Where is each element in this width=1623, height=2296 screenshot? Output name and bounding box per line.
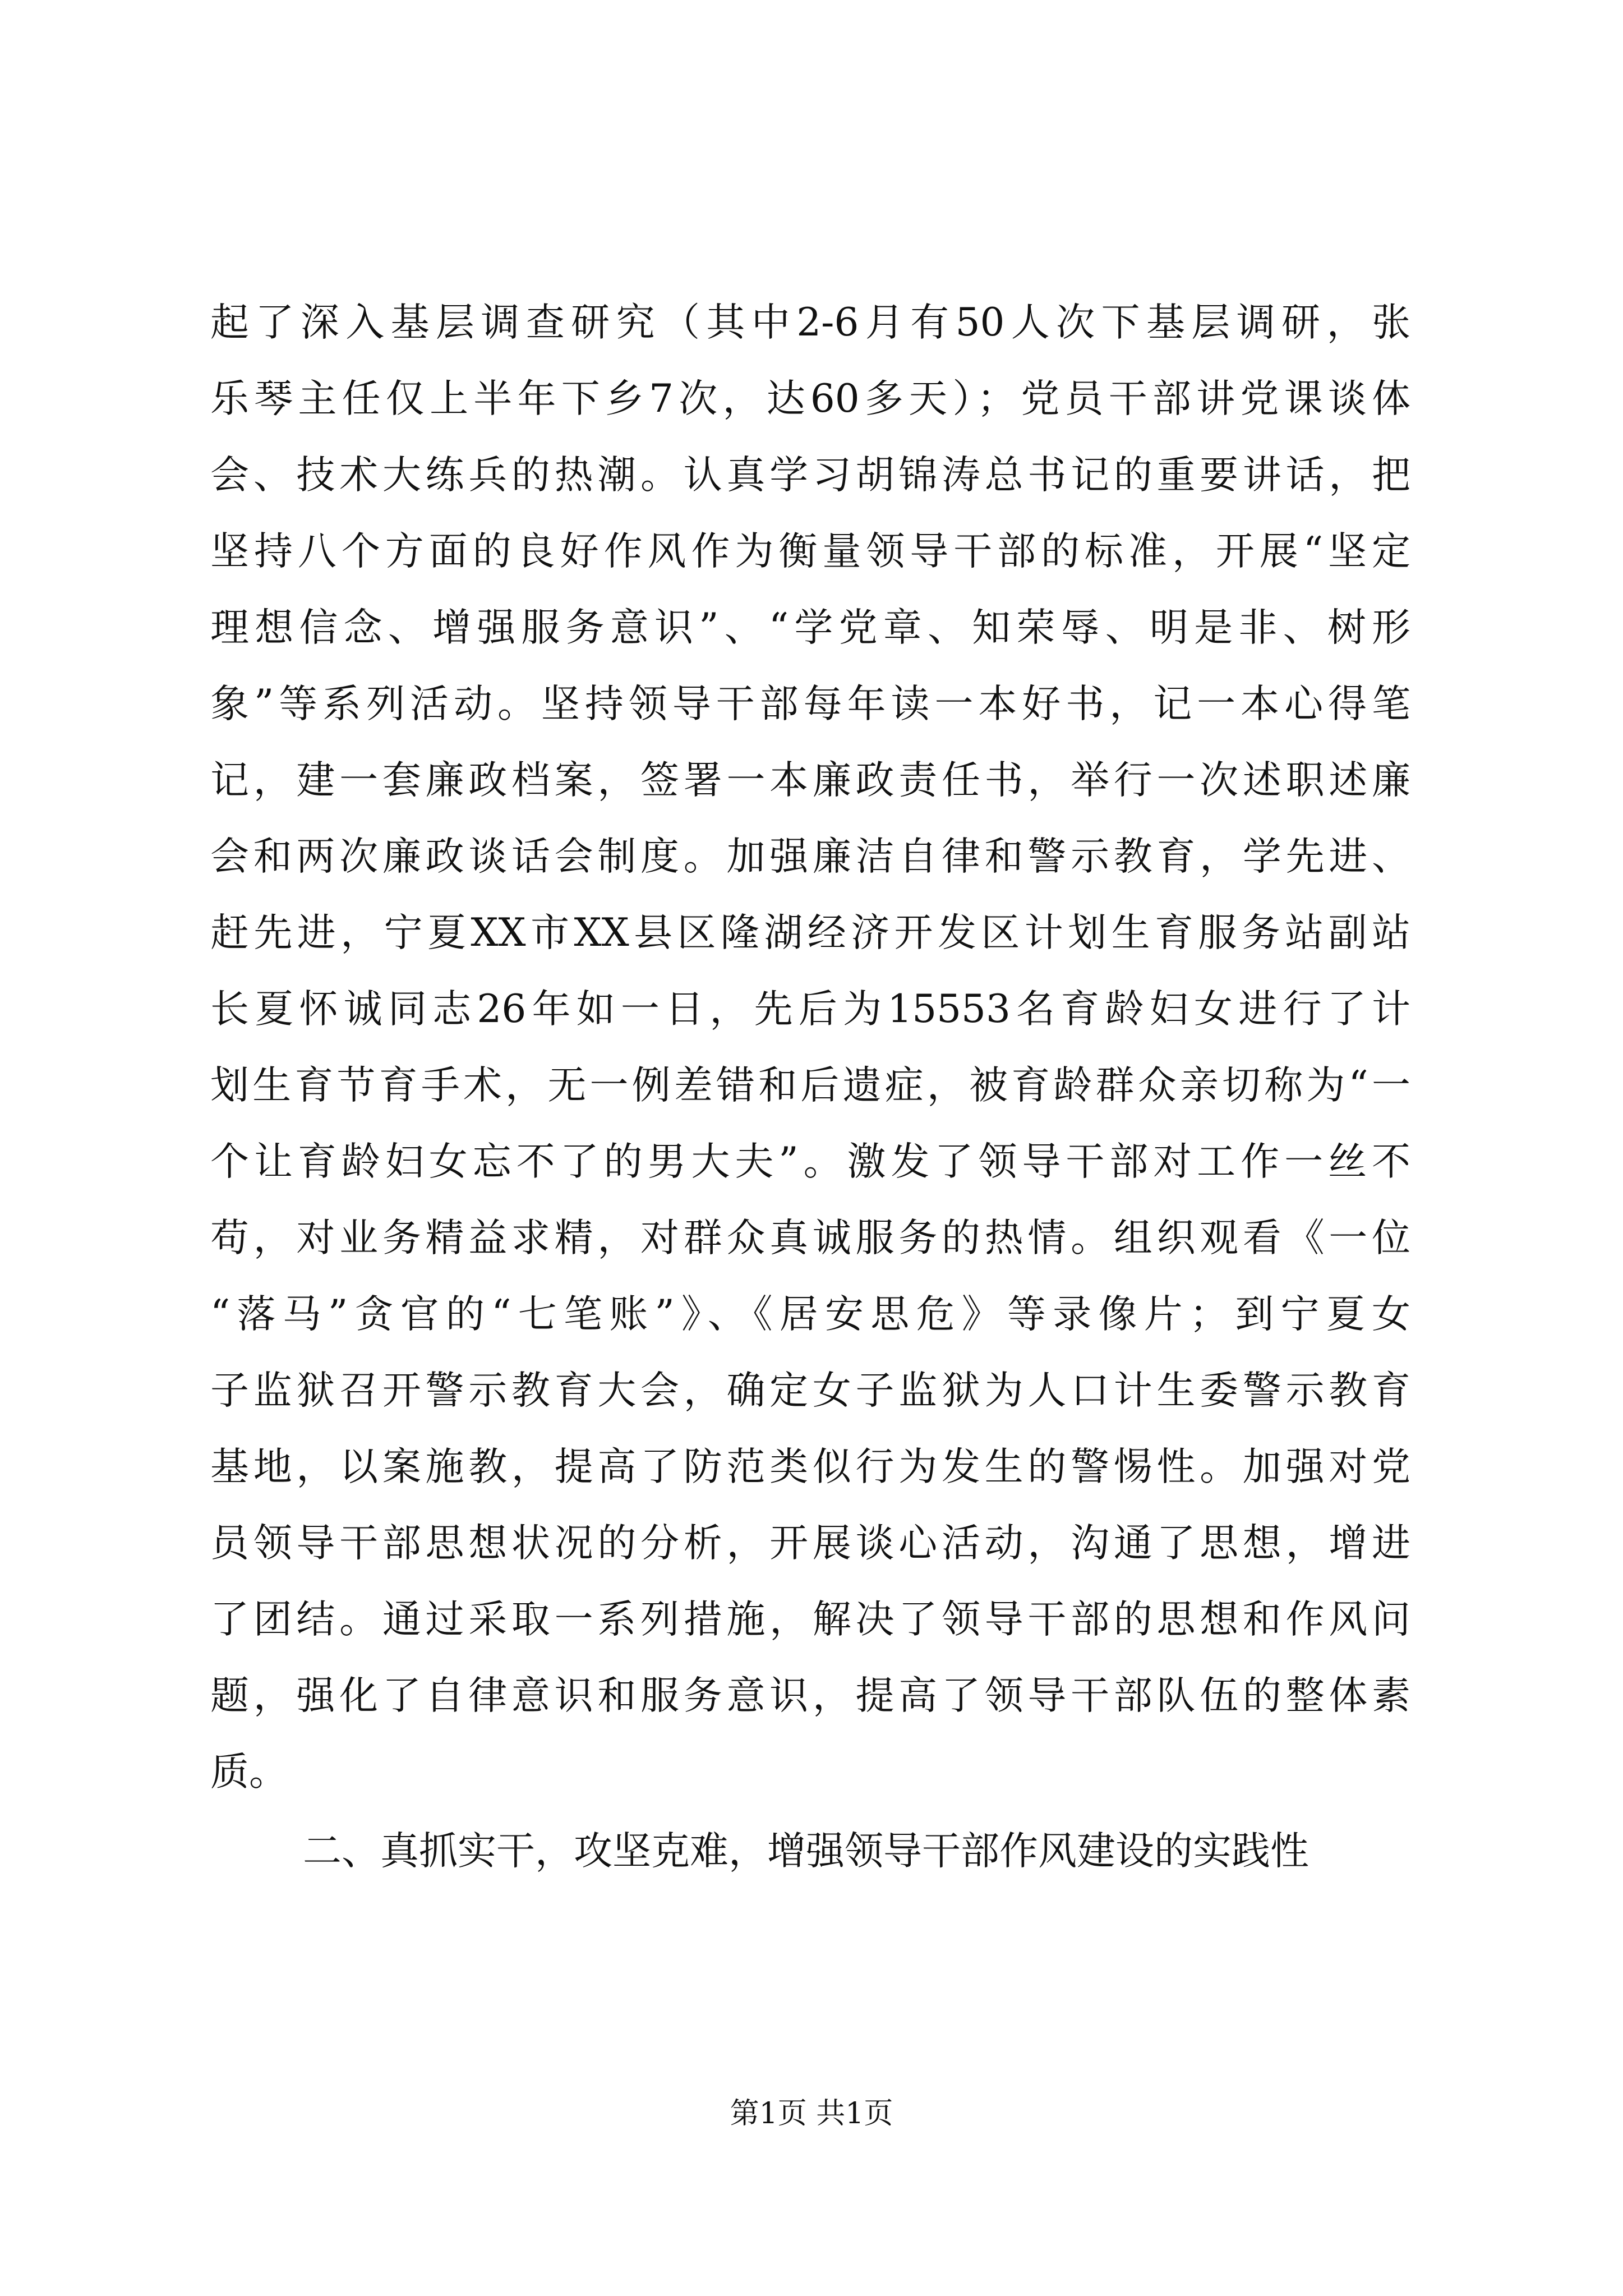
text-line: 长夏怀诚同志26年如一日，先后为15553名育龄妇女进行了计 xyxy=(210,987,1410,1032)
text-line: 象”等系列活动。坚持领导干部每年读一本好书，记一本心得笔 xyxy=(210,682,1410,726)
text-line: 苟，对业务精益求精，对群众真诚服务的热情。组织观看《一位 xyxy=(210,1216,1410,1260)
text-line: “落马”贪官的“七笔账”》、《居安思危》等录像片；到宁夏女 xyxy=(210,1292,1410,1337)
text-line-last: 质。 xyxy=(210,1750,288,1795)
text-line: 题，强化了自律意识和服务意识，提高了领导干部队伍的整体素 xyxy=(210,1673,1410,1718)
section-heading: 二、真抓实干，攻坚克难，增强领导干部作风建设的实践性 xyxy=(303,1829,1309,1874)
text-line: 子监狱召开警示教育大会，确定女子监狱为人口计生委警示教育 xyxy=(210,1368,1410,1413)
text-line: 乐琴主任仅上半年下乡7次，达60多天）；党员干部讲党课谈体 xyxy=(210,376,1410,421)
text-line: 员领导干部思想状况的分析，开展谈心活动，沟通了思想，增进 xyxy=(210,1521,1410,1566)
text-line: 赶先进，宁夏XX市XX县区隆湖经济开发区计划生育服务站副站 xyxy=(210,910,1410,955)
text-line: 划生育节育手术，无一例差错和后遗症，被育龄群众亲切称为“一 xyxy=(210,1063,1410,1108)
text-line: 起了深入基层调查研究（其中2-6月有50人次下基层调研，张 xyxy=(210,300,1410,345)
text-line: 了团结。通过采取一系列措施，解决了领导干部的思想和作风问 xyxy=(210,1597,1410,1642)
text-line: 会、技术大练兵的热潮。认真学习胡锦涛总书记的重要讲话，把 xyxy=(210,453,1410,498)
text-line: 理想信念、增强服务意识”、“学党章、知荣辱、明是非、树形 xyxy=(210,605,1410,650)
text-line: 记，建一套廉政档案，签署一本廉政责任书，举行一次述职述廉 xyxy=(210,758,1410,803)
text-line: 个让育龄妇女忘不了的男大夫”。激发了领导干部对工作一丝不 xyxy=(210,1139,1410,1184)
page-footer: 第1页 共1页 xyxy=(730,2097,893,2131)
text-line: 会和两次廉政谈话会制度。加强廉洁自律和警示教育，学先进、 xyxy=(210,834,1410,879)
text-line: 基地，以案施教，提高了防范类似行为发生的警惕性。加强对党 xyxy=(210,1444,1410,1489)
text-line: 坚持八个方面的良好作风作为衡量领导干部的标准，开展“坚定 xyxy=(210,529,1410,574)
